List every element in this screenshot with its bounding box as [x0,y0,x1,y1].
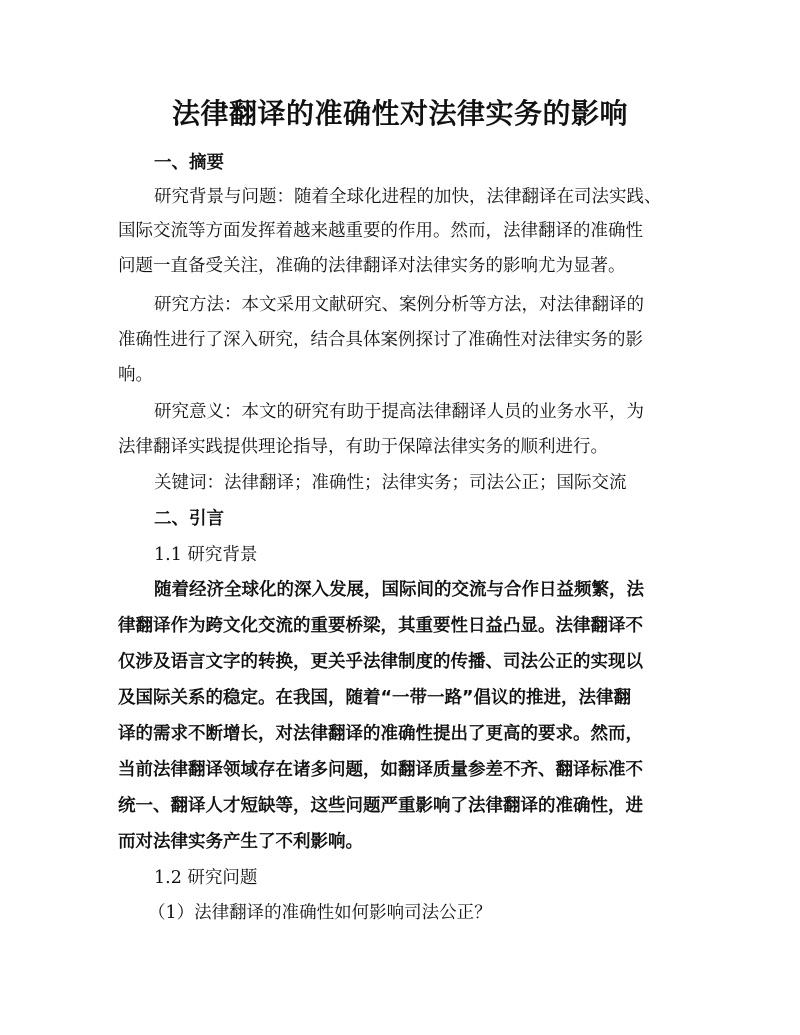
section-1-1-heading: 1.1 研究背景 [154,545,258,565]
background-bold-line-4: 及国际关系的稳定。在我国，随着“一带一路”倡议的推进，法律翻 [118,688,632,708]
keywords-line: 关键词：法律翻译；准确性；法律实务；司法公正；国际交流 [154,473,627,493]
background-bold-line-6: 当前法律翻译领域存在诸多问题，如翻译质量参差不齐、翻译标准不 [118,760,643,780]
method-line-1: 研究方法：本文采用文献研究、案例分析等方法，对法律翻译的 [154,295,644,315]
background-bold-line-3: 仅涉及语言文字的转换，更关乎法律制度的传播、司法公正的实现以 [118,652,643,672]
question-1: （1）法律翻译的准确性如何影响司法公正？ [148,903,492,923]
document-title: 法律翻译的准确性对法律实务的影响 [171,97,628,130]
background-bold-line-8: 而对法律实务产生了不利影响。 [118,832,363,852]
intro-heading: 二、引言 [154,509,224,529]
significance-line-1: 研究意义：本文的研究有助于提高法律翻译人员的业务水平，为 [154,402,644,422]
background-line-1: 研究背景与问题：随着全球化进程的加快，法律翻译在司法实践、 [154,187,662,207]
background-bold-line-7: 统一、翻译人才短缺等，这些问题严重影响了法律翻译的准确性，进 [118,796,643,816]
section-1-2-heading: 1.2 研究问题 [154,868,258,888]
method-line-2: 准确性进行了深入研究，结合具体案例探讨了准确性对法律实务的影 [118,330,643,350]
significance-line-2: 法律翻译实践提供理论指导，有助于保障法律实务的顺利进行。 [118,437,608,457]
background-bold-line-1: 随着经济全球化的深入发展，国际间的交流与合作日益频繁，法 [154,580,644,600]
background-bold-line-2: 律翻译作为跨文化交流的重要桥梁，其重要性日益凸显。法律翻译不 [118,616,643,636]
abstract-heading: 一、摘要 [154,153,224,173]
background-bold-line-5: 译的需求不断增长，对法律翻译的准确性提出了更高的要求。然而， [118,724,643,744]
background-line-2: 国际交流等方面发挥着越来越重要的作用。然而，法律翻译的准确性 [118,221,643,241]
background-line-3: 问题一直备受关注，准确的法律翻译对法律实务的影响尤为显著。 [118,256,626,276]
method-line-3: 响。 [118,365,153,385]
